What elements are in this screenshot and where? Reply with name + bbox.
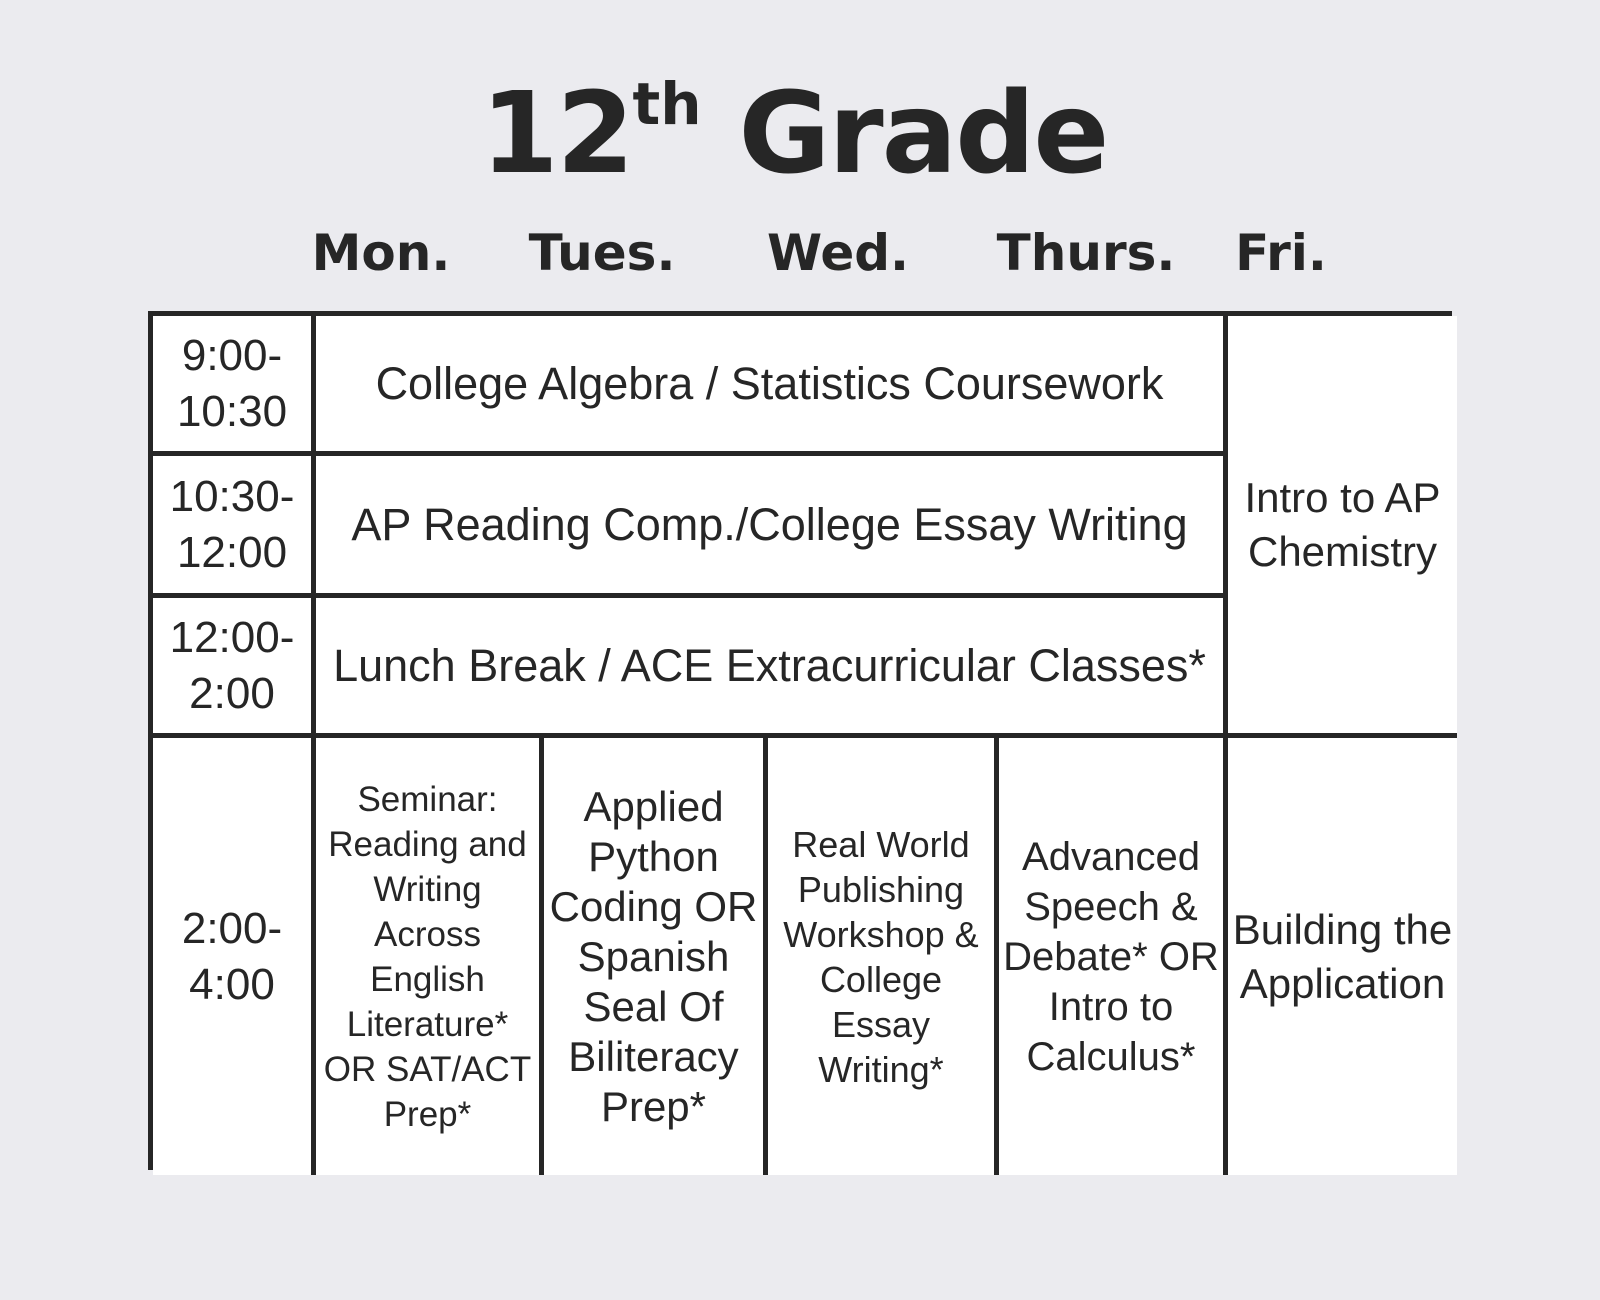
day-header-tuesday: Tues. [528,224,676,282]
class-building-application: Building the Application [1228,738,1457,1175]
elective-tuesday: Applied Python Coding OR Spanish Seal Of Biliteracy Prep* [544,738,768,1175]
schedule-table [148,311,1452,1170]
day-header-monday: Mon. [311,224,451,282]
elective-monday: Seminar: Reading and Writing Across English Literature* OR SAT/ACT Prep* [316,738,544,1175]
grade-suffix: th [632,70,702,138]
class-college-algebra: College Algebra / Statistics Coursework [316,316,1228,456]
grade-word: Grade [738,69,1108,199]
class-lunch-break: Lunch Break / ACE Extracurricular Classes* [316,598,1228,738]
time-slot-4: 2:00- 4:00 [153,738,316,1175]
class-ap-reading: AP Reading Comp./College Essay Writing [316,456,1228,598]
day-header-friday: Fri. [1235,224,1327,282]
day-header-wednesday: Wed. [766,224,910,282]
elective-thursday: Advanced Speech & Debate* OR Intro to Calculus* [999,738,1228,1175]
time-slot-3: 12:00- 2:00 [153,598,316,738]
time-slot-1: 9:00- 10:30 [153,316,316,456]
elective-wednesday: Real World Publishing Workshop & College Essay Writing* [768,738,999,1175]
grade-number: 12 [480,69,633,199]
day-header-thursday: Thurs. [996,224,1176,282]
time-slot-2: 10:30- 12:00 [153,456,316,598]
page-title [0,69,1600,199]
class-intro-ap-chemistry: Intro to AP Chemistry [1228,316,1457,738]
